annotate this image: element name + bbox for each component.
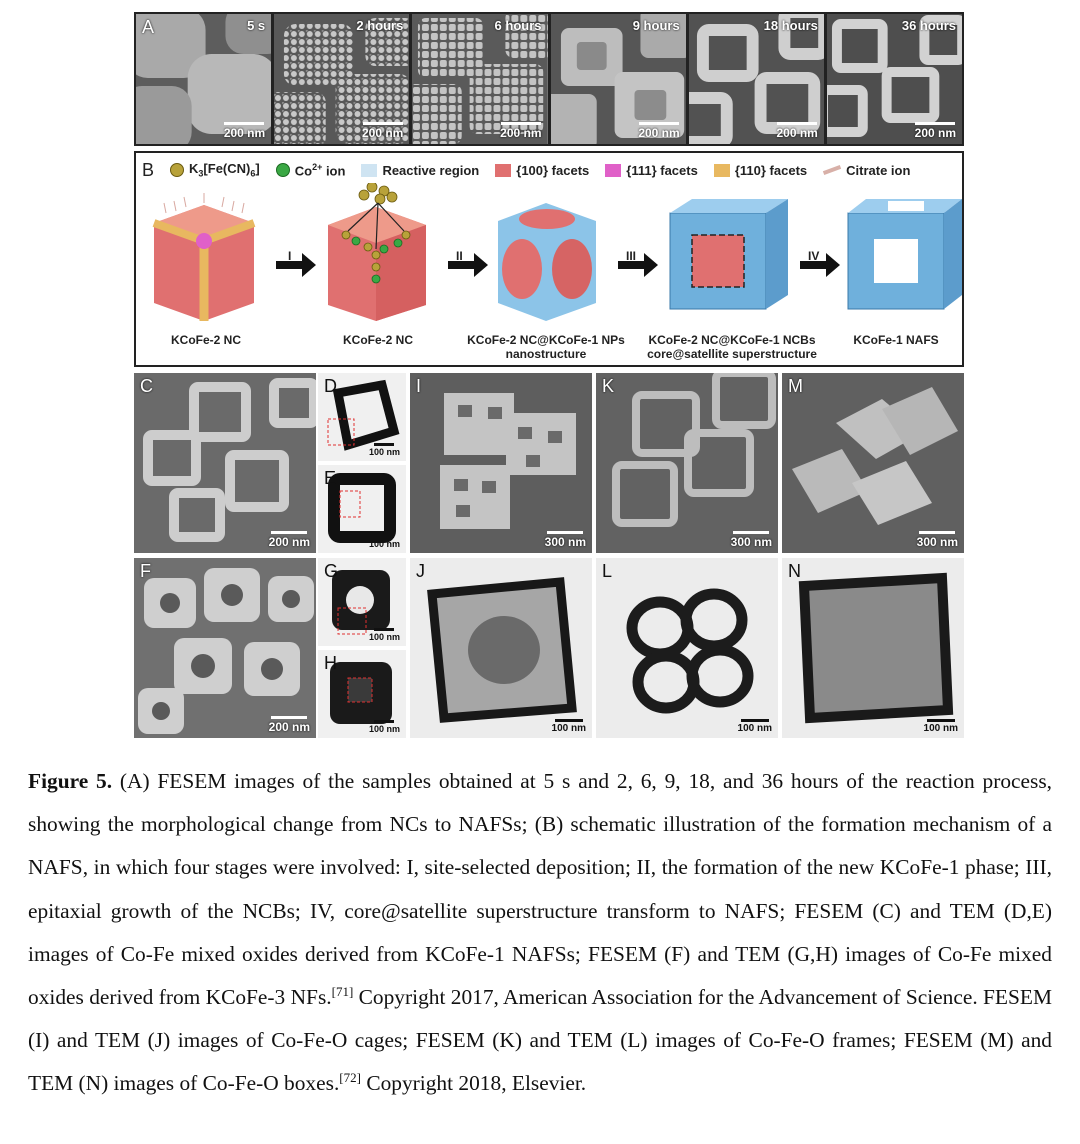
stage-label-1: KCoFe-2 NC xyxy=(170,333,241,347)
facet-100-swatch-icon xyxy=(495,164,511,177)
sem-frame-5s xyxy=(136,14,271,144)
time-label: 2 hours xyxy=(356,18,404,33)
scale-bar: 200 nm xyxy=(269,716,310,734)
panel-letter-e: E xyxy=(324,468,337,488)
cube-stage-5 xyxy=(848,199,962,309)
micrograph-e xyxy=(318,465,406,553)
micrograph-k xyxy=(596,373,778,553)
micrograph-j xyxy=(410,558,592,738)
panel-letter-a: A xyxy=(142,17,155,37)
stage-label-5: KCoFe-1 NAFS xyxy=(853,333,939,347)
time-label: 18 hours xyxy=(763,18,818,33)
arrow-label-i: I xyxy=(288,249,292,263)
panel-b-schematic xyxy=(134,151,964,367)
green-dot-icon xyxy=(276,163,290,177)
figure-label: Figure 5. xyxy=(28,769,113,793)
facet-110-swatch-icon xyxy=(714,164,730,177)
time-label: 9 hours xyxy=(632,18,680,33)
scale-bar: 300 nm xyxy=(917,531,958,549)
scale-bar: 100 nm xyxy=(369,720,400,734)
panel-letter-i: I xyxy=(416,376,422,396)
legend-k3fecn6: $K_3[Fe(CN)_6]$ xyxy=(170,161,260,179)
legend-co-ion: $Co^{2+}$ ion xyxy=(276,162,346,178)
stage-label-3: KCoFe-2 NC@KCoFe-1 NPs nanostructure xyxy=(467,333,625,361)
micrograph-d xyxy=(318,373,406,461)
scale-bar: 300 nm xyxy=(545,531,586,549)
time-label: 5 s xyxy=(247,18,266,33)
scale-bar: 200 nm xyxy=(362,122,403,140)
scale-bar: 100 nm xyxy=(924,719,958,734)
panel-letter-b: B xyxy=(142,159,155,180)
sem-frame-36h xyxy=(827,14,962,144)
panel-letter-d: D xyxy=(324,376,337,396)
cube-stage-4 xyxy=(670,199,788,309)
reference-72: [72] xyxy=(339,1070,361,1086)
cube-stage-3 xyxy=(498,203,596,321)
scale-bar: 200 nm xyxy=(638,122,679,140)
arrow-label-iv: IV xyxy=(808,249,820,263)
cube-stage-2 xyxy=(328,183,426,321)
schematic-drawing xyxy=(136,183,962,323)
panel-letter-c: C xyxy=(140,376,153,396)
legend-100-facets: {100} facets xyxy=(495,163,589,178)
panel-letter-k: K xyxy=(602,376,615,396)
panel-letter-l: L xyxy=(602,561,613,581)
arrow-label-iii: III xyxy=(626,249,637,263)
scale-bar: 200 nm xyxy=(224,122,265,140)
reference-71: [71] xyxy=(331,983,354,999)
caption-text-1: (A) FESEM images of the samples obtained at 5 s and 2, 6, 9, 18, and 36 hours of the reaction process, showing the morphological change from NCs to NAFSs; (B) schematic illustration of the formation mechanism of a NAFS, in which four stages were involved: I, site-selected deposition; II, the formation of the new KCoFe-1 phase; III, epitaxial growth of the NCBs; IV, core@satellite superstructure transform to NAFS; FESEM (C) and TEM (D,E) images of Co-Fe mixed oxides derived from KCoFe-1 NAFSs; FESEM (F) and TEM (G,H) images of Co-Fe mixed oxides derived from KCoFe-3 NFs. xyxy=(28,769,1053,1010)
panel-letter-m: M xyxy=(788,376,803,396)
facet-111-swatch-icon xyxy=(605,164,621,177)
legend-111-facets: {111} facets xyxy=(605,163,698,178)
arrow-label-ii: II xyxy=(456,249,463,263)
reactive-swatch-icon xyxy=(361,164,377,177)
gold-dot-icon xyxy=(170,163,184,177)
scale-bar: 100 nm xyxy=(552,719,586,734)
scale-bar: 100 nm xyxy=(738,719,772,734)
micrograph-f xyxy=(134,558,316,738)
figure-caption xyxy=(28,760,1052,1106)
micrograph-m xyxy=(782,373,964,553)
scale-bar: 200 nm xyxy=(915,122,956,140)
panel-a-sem-strip xyxy=(134,12,964,146)
sem-frame-9h xyxy=(551,14,686,144)
scale-bar: 100 nm xyxy=(369,535,400,549)
scale-bar: 200 nm xyxy=(269,531,310,549)
panel-letter-h: H xyxy=(324,653,337,673)
micrograph-c xyxy=(134,373,316,553)
sem-frame-2h xyxy=(274,14,409,144)
stage-label-2: KCoFe-2 NC xyxy=(342,333,413,347)
citrate-icon xyxy=(823,165,841,175)
panel-letter-f: F xyxy=(140,561,151,581)
time-label: 6 hours xyxy=(494,18,542,33)
cube-stage-1 xyxy=(154,193,254,321)
stage-label-4: KCoFe-2 NC@KCoFe-1 NCBs core@satellite superstructure xyxy=(647,333,817,361)
micrograph-n xyxy=(782,558,964,738)
legend-citrate-ion: Citrate ion xyxy=(823,163,910,178)
panel-letter-n: N xyxy=(788,561,801,581)
micrograph-i xyxy=(410,373,592,553)
scale-bar: 300 nm xyxy=(731,531,772,549)
micrograph-h xyxy=(318,650,406,738)
scale-bar: 200 nm xyxy=(777,122,818,140)
scale-bar: 100 nm xyxy=(369,628,400,642)
sem-frame-18h xyxy=(689,14,824,144)
panel-letter-g: G xyxy=(324,561,339,581)
legend-reactive-region: Reactive region xyxy=(361,163,479,178)
schematic-legend xyxy=(142,159,956,181)
legend-110-facets: {110} facets xyxy=(714,163,807,178)
caption-text-3: Copyright 2018, Elsevier. xyxy=(360,1071,587,1096)
panel-letter-j: J xyxy=(416,561,425,581)
micrograph-l xyxy=(596,558,778,738)
scale-bar: 100 nm xyxy=(369,443,400,457)
micrograph-g xyxy=(318,558,406,646)
sem-frame-6h xyxy=(412,14,547,144)
time-label: 36 hours xyxy=(901,18,957,33)
scale-bar: 200 nm xyxy=(500,122,541,140)
caption-text-2: Copyright 2017, American Association for the Advancement of Science. FESEM (I) and TEM (J) images of Co-Fe-O cages; FESEM (K) and TEM (L) images of Co-Fe-O frames; FESEM (M) and TEM (N) images of Co-Fe-O boxes. xyxy=(28,985,1052,1096)
